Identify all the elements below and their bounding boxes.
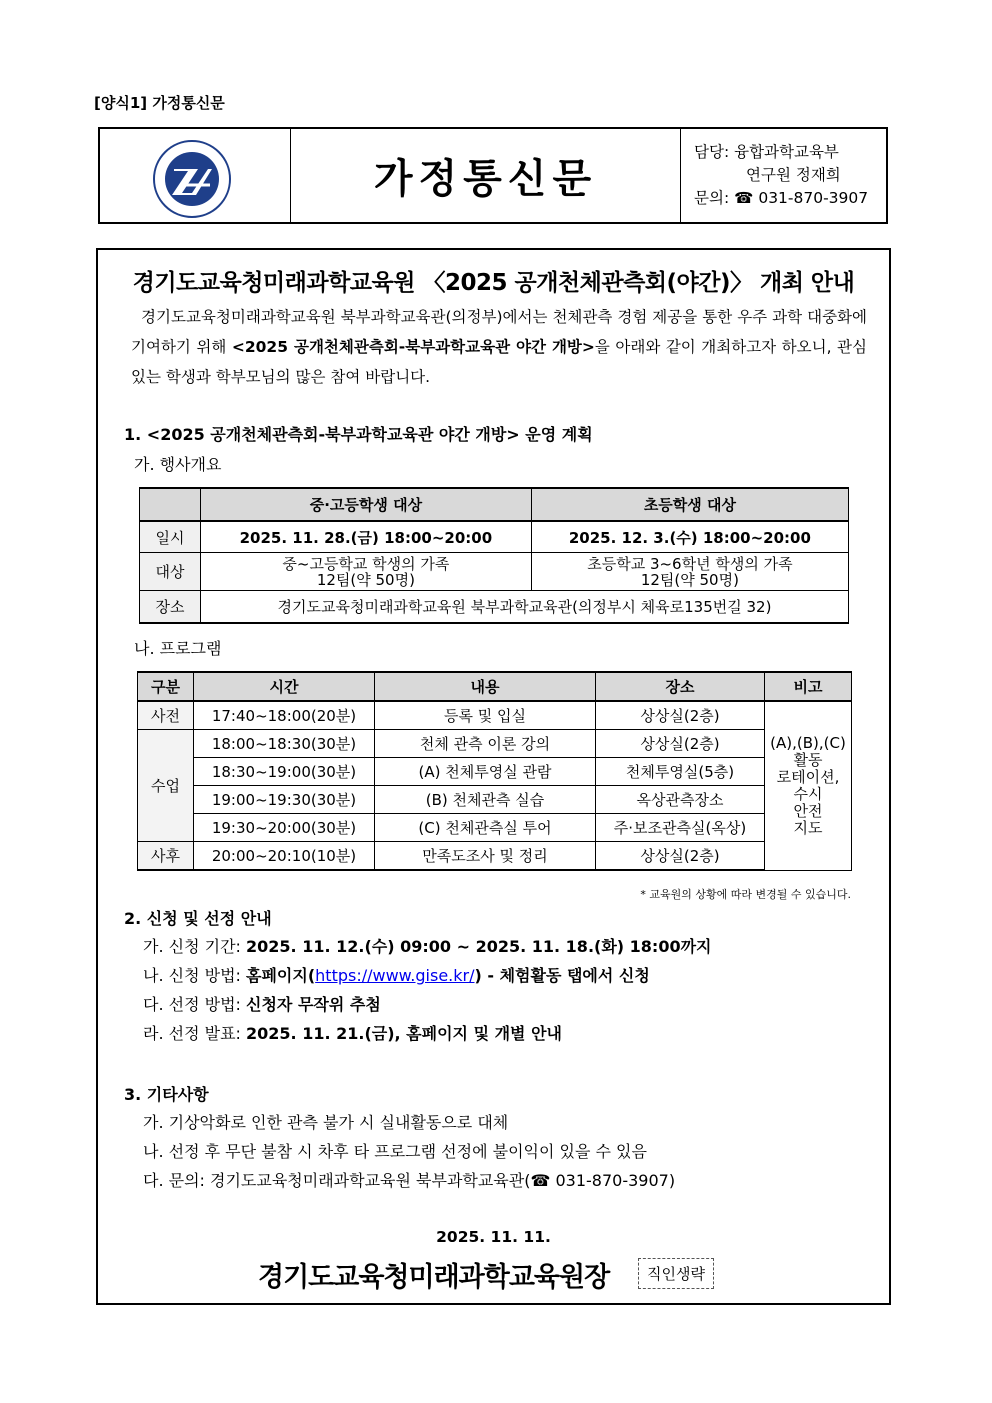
program-content: 천체 관측 이론 강의 bbox=[375, 730, 596, 758]
section3-heading: 3. 기타사항 bbox=[124, 1085, 209, 1104]
program-content: (A) 천체투영실 관람 bbox=[375, 758, 596, 786]
program-header-section: 구분 bbox=[138, 672, 194, 701]
signature: 경기도교육청미래과학교육원장 bbox=[258, 1262, 610, 1293]
program-note: (A),(B),(C) 활동 로테이션, 수시 안전 지도 bbox=[765, 701, 852, 870]
contact-person: 연구원 정재희 bbox=[746, 166, 841, 184]
program-section-pre: 사전 bbox=[138, 701, 194, 730]
contact-department: 담당: 융합과학교육부 bbox=[694, 143, 839, 161]
section1-sub-a: 가. 행사개요 bbox=[134, 455, 222, 474]
program-section-post: 사후 bbox=[138, 842, 194, 871]
contact-info bbox=[694, 141, 868, 210]
program-content: (B) 천체관측 실습 bbox=[375, 786, 596, 814]
intro-paragraph bbox=[131, 302, 867, 392]
section2-items: 가. 신청 기간: 2025. 11. 12.(수) 09:00 ~ 2025. 11. 18.(화) 18:00까지 나. 신청 방법: 홈페이지(https://www.gise.kr/) - 체험활동 탭에서 신청 다. 선정 방법: 신청자 무작위 추첨 라. 선정 발표: 2025. 11. 21.(금), 홈페이지 및 개별 안내 bbox=[143, 937, 712, 1043]
program-footnote: * 교육원의 상황에 따라 변경될 수 있습니다. bbox=[640, 888, 851, 901]
etc-item-c: 다. 문의: 경기도교육청미래과학교육원 북부과학교육관(☎ 031-870-3907) bbox=[143, 1171, 676, 1190]
target-elementary: 초등학교 3~6학년 학생의 가족 12팀(약 50명) bbox=[531, 553, 848, 591]
date-middle-high: 2025. 11. 28.(금) 18:00~20:00 bbox=[201, 521, 532, 553]
form-label: [양식1] 가정통신문 bbox=[94, 94, 225, 112]
overview-header-blank bbox=[140, 488, 201, 521]
intro-event-name: <2025 공개천체관측회-북부과학교육관 야간 개방> bbox=[231, 338, 595, 356]
program-time: 19:30~20:00(30분) bbox=[194, 814, 375, 842]
place-value: 경기도교육청미래과학교육원 북부과학교육관(의정부시 체육로135번길 32) bbox=[201, 591, 849, 624]
program-table bbox=[137, 671, 852, 871]
program-place: 상상실(2층) bbox=[596, 701, 765, 730]
program-header-note: 비고 bbox=[765, 672, 852, 701]
program-place: 옥상관측장소 bbox=[596, 786, 765, 814]
etc-item-a: 가. 기상악화로 인한 관측 불가 시 실내활동으로 대체 bbox=[143, 1113, 509, 1132]
program-place: 상상실(2층) bbox=[596, 842, 765, 871]
notice-title: 경기도교육청미래과학교육원 〈2025 공개천체관측회(야간)〉 개최 안내 bbox=[132, 270, 855, 296]
program-section-class: 수업 bbox=[138, 730, 194, 842]
row-label-place: 장소 bbox=[140, 591, 201, 624]
header-box bbox=[98, 127, 888, 224]
program-content: 만족도조사 및 정리 bbox=[375, 842, 596, 871]
program-content: 등록 및 입실 bbox=[375, 701, 596, 730]
document-type-title: 가정통신문 bbox=[373, 156, 598, 202]
date-elementary: 2025. 12. 3.(수) 18:00~20:00 bbox=[531, 521, 848, 553]
announcement: 2025. 11. 21.(금), 홈페이지 및 개별 안내 bbox=[246, 1024, 562, 1043]
etc-item-b: 나. 선정 후 무단 불참 시 차후 타 프로그램 선정에 불이익이 있을 수 있음 bbox=[143, 1142, 647, 1161]
seal-omitted: 직인생략 bbox=[638, 1258, 714, 1289]
program-place: 천체투영실(5층) bbox=[596, 758, 765, 786]
section1-heading: 1. <2025 공개천체관측회-북부과학교육관 야간 개방> 운영 계획 bbox=[124, 425, 593, 444]
program-header-place: 장소 bbox=[596, 672, 765, 701]
program-header-content: 내용 bbox=[375, 672, 596, 701]
notice-body bbox=[96, 248, 891, 1305]
overview-header-middle-high: 중·고등학생 대상 bbox=[201, 488, 532, 521]
section1-sub-b: 나. 프로그램 bbox=[134, 639, 222, 658]
selection-method: 신청자 무작위 추첨 bbox=[246, 995, 381, 1014]
program-time: 18:30~19:00(30분) bbox=[194, 758, 375, 786]
homepage-link[interactable]: https://www.gise.kr/ bbox=[315, 966, 475, 985]
program-header-time: 시간 bbox=[194, 672, 375, 701]
issue-date: 2025. 11. 11. bbox=[436, 1228, 551, 1246]
intro-text-2: 을 아래와 같이 개최하고자 하오니, 관심 있는 학생과 학부모님의 많은 참여 바랍니다. bbox=[131, 338, 867, 386]
program-time: 17:40~18:00(20분) bbox=[194, 701, 375, 730]
row-label-date: 일시 bbox=[140, 521, 201, 553]
program-place: 주·보조관측실(옥상) bbox=[596, 814, 765, 842]
overview-table bbox=[139, 487, 849, 624]
overview-header-elementary: 초등학생 대상 bbox=[531, 488, 848, 521]
contact-phone: 문의: ☎ 031-870-3907 bbox=[694, 189, 869, 207]
program-time: 19:00~19:30(30분) bbox=[194, 786, 375, 814]
target-middle-high: 중~고등학교 학생의 가족 12팀(약 50명) bbox=[201, 553, 532, 591]
intro-text-1: 경기도교육청미래과학교육원 북부과학교육관(의정부)에서는 천체관측 경험 제공을 통한 우주 과학 대중화에 기여하기 위해 bbox=[131, 308, 867, 356]
section3-items bbox=[143, 1108, 675, 1195]
institute-logo-icon bbox=[152, 139, 232, 219]
program-place: 상상실(2층) bbox=[596, 730, 765, 758]
apply-period: 2025. 11. 12.(수) 09:00 ~ 2025. 11. 18.(화) 18:00까지 bbox=[246, 937, 712, 956]
program-time: 20:00~20:10(10분) bbox=[194, 842, 375, 871]
row-label-target: 대상 bbox=[140, 553, 201, 591]
program-content: (C) 천체관측실 투어 bbox=[375, 814, 596, 842]
section2-heading: 2. 신청 및 선정 안내 bbox=[124, 909, 272, 928]
program-time: 18:00~18:30(30분) bbox=[194, 730, 375, 758]
